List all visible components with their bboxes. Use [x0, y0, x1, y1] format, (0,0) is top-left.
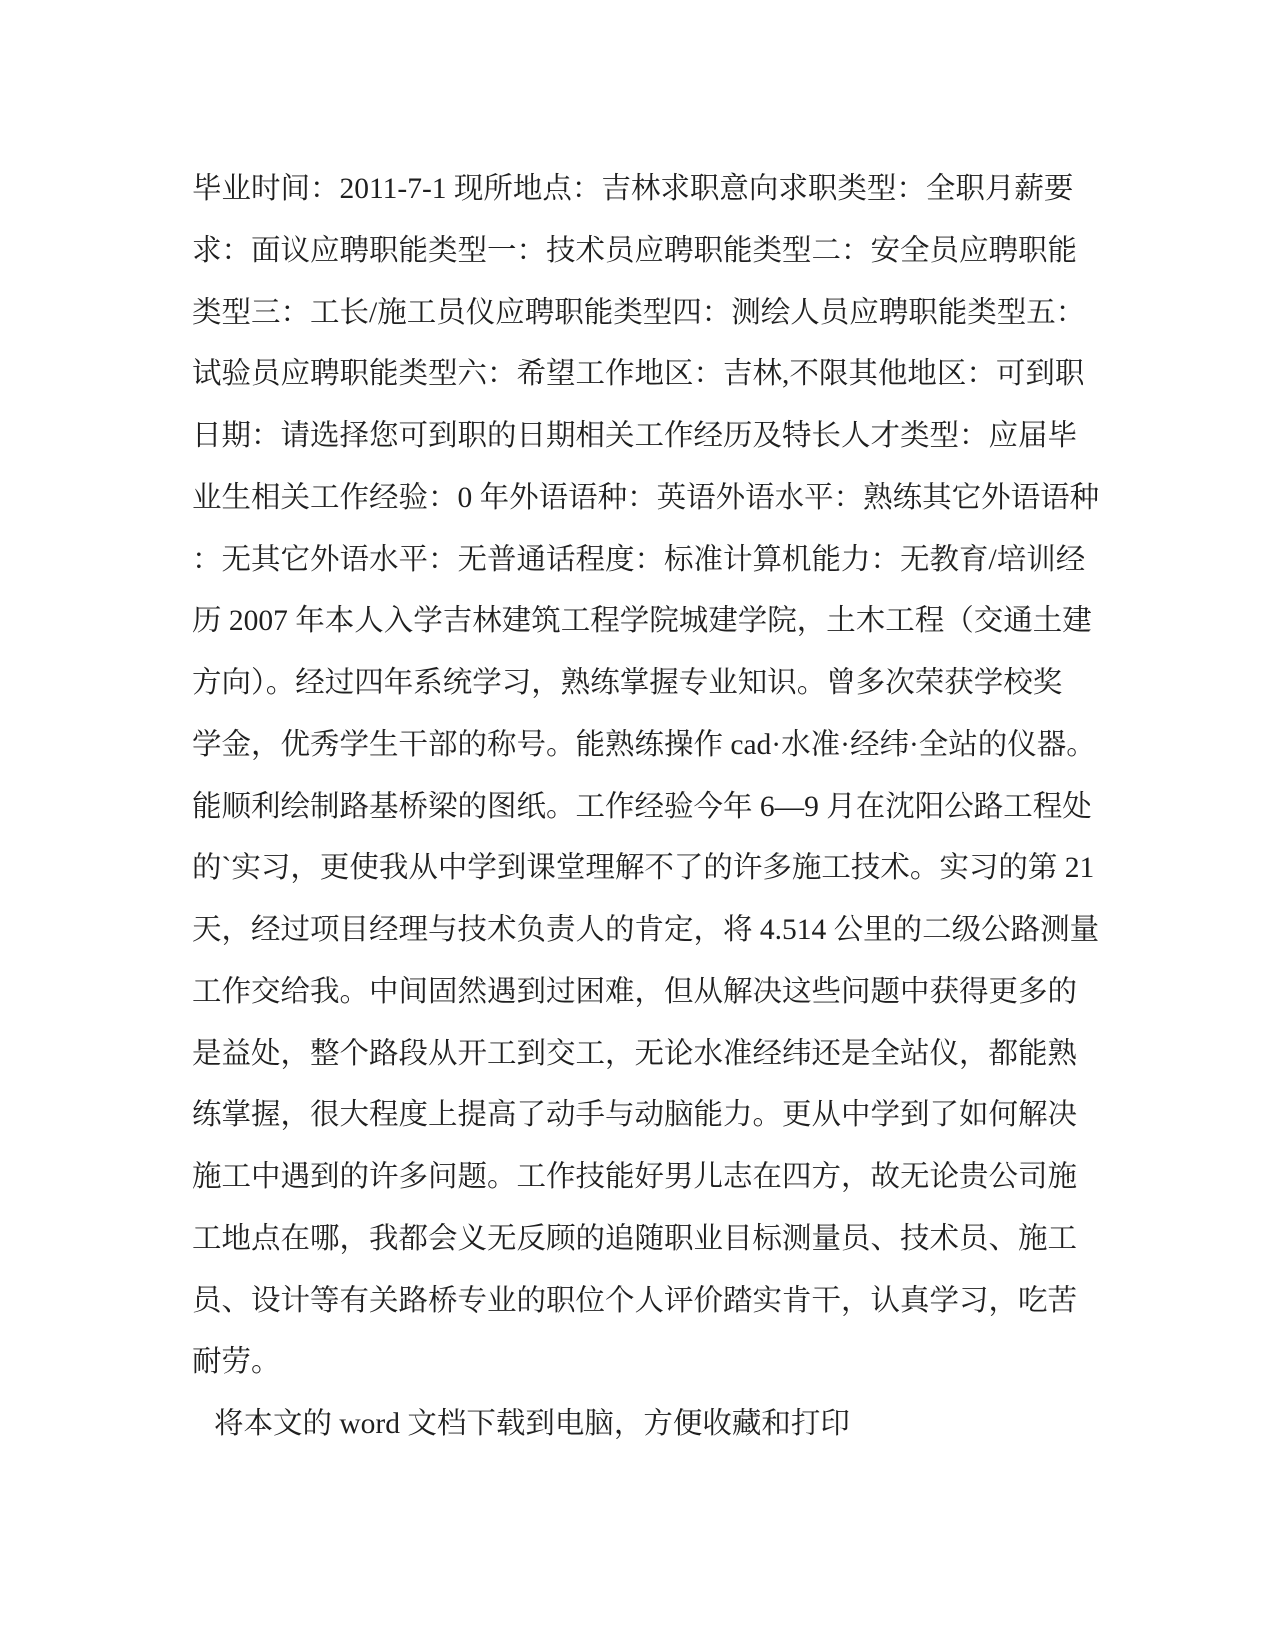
text-line: 的`实习，更使我从中学到课堂理解不了的许多施工技术。实习的第 21: [192, 852, 1095, 885]
download-hint-line: 将本文的 word 文档下载到电脑，方便收藏和打印: [214, 1408, 850, 1440]
text-line: 类型三：工长/施工员仪应聘职能类型四：测绘人员应聘职能类型五：: [192, 296, 1086, 329]
text-line: 练掌握，很大程度上提高了动手与动脑能力。更从中学到了如何解决: [192, 1099, 1078, 1132]
text-line: 能顺利绘制路基桥梁的图纸。工作经验今年 6—9 月在沈阳公路工程处: [192, 790, 1092, 823]
text-line: 施工中遇到的许多问题。工作技能好男儿志在四方，故无论贵公司施: [192, 1161, 1078, 1193]
resume-paragraph: [192, 159, 1102, 1394]
text-line: 工地点在哪，我都会义无反顾的追随职业目标测量员、技术员、施工: [192, 1222, 1078, 1255]
text-line: 天，经过项目经理与技术负责人的肯定，将 4.514 公里的二级公路测量: [192, 914, 1100, 946]
text-line: 工作交给我。中间固然遇到过困难，但从解决这些问题中获得更多的: [192, 975, 1078, 1008]
text-line: 员、设计等有关路桥专业的职位个人评价踏实肯干，认真学习，吃苦: [192, 1284, 1078, 1317]
text-line: 日期：请选择您可到职的日期相关工作经历及特长人才类型：应届毕: [192, 420, 1078, 452]
text-line: 求：面议应聘职能类型一：技术员应聘职能类型二：安全员应聘职能: [192, 234, 1078, 267]
text-line: 耐劳。: [192, 1346, 281, 1379]
document-content: [192, 159, 1102, 1456]
text-line: 试验员应聘职能类型六：希望工作地区：吉林,不限其他地区：可到职: [192, 358, 1085, 391]
text-line: 毕业时间：2011-7-1 现所地点：吉林求职意向求职类型：全职月薪要: [192, 173, 1074, 205]
text-line: 业生相关工作经验：0 年外语语种：英语外语水平：熟练其它外语语种: [192, 481, 1100, 514]
text-line: ：无其它外语水平：无普通话程度：标准计算机能力：无教育/培训经: [192, 543, 1086, 576]
text-line: 方向）。经过四年系统学习，熟练掌握专业知识。曾多次荣获学校奖: [192, 667, 1063, 699]
text-line: 是益处，整个路段从开工到交工，无论水准经纬还是全站仪，都能熟: [192, 1037, 1078, 1070]
text-line: 学金，优秀学生干部的称号。能熟练操作 cad·水准·经纬·全站的仪器。: [192, 728, 1096, 761]
text-line: 历 2007 年本人入学吉林建筑工程学院城建学院，土木工程（交通土建: [192, 605, 1092, 638]
